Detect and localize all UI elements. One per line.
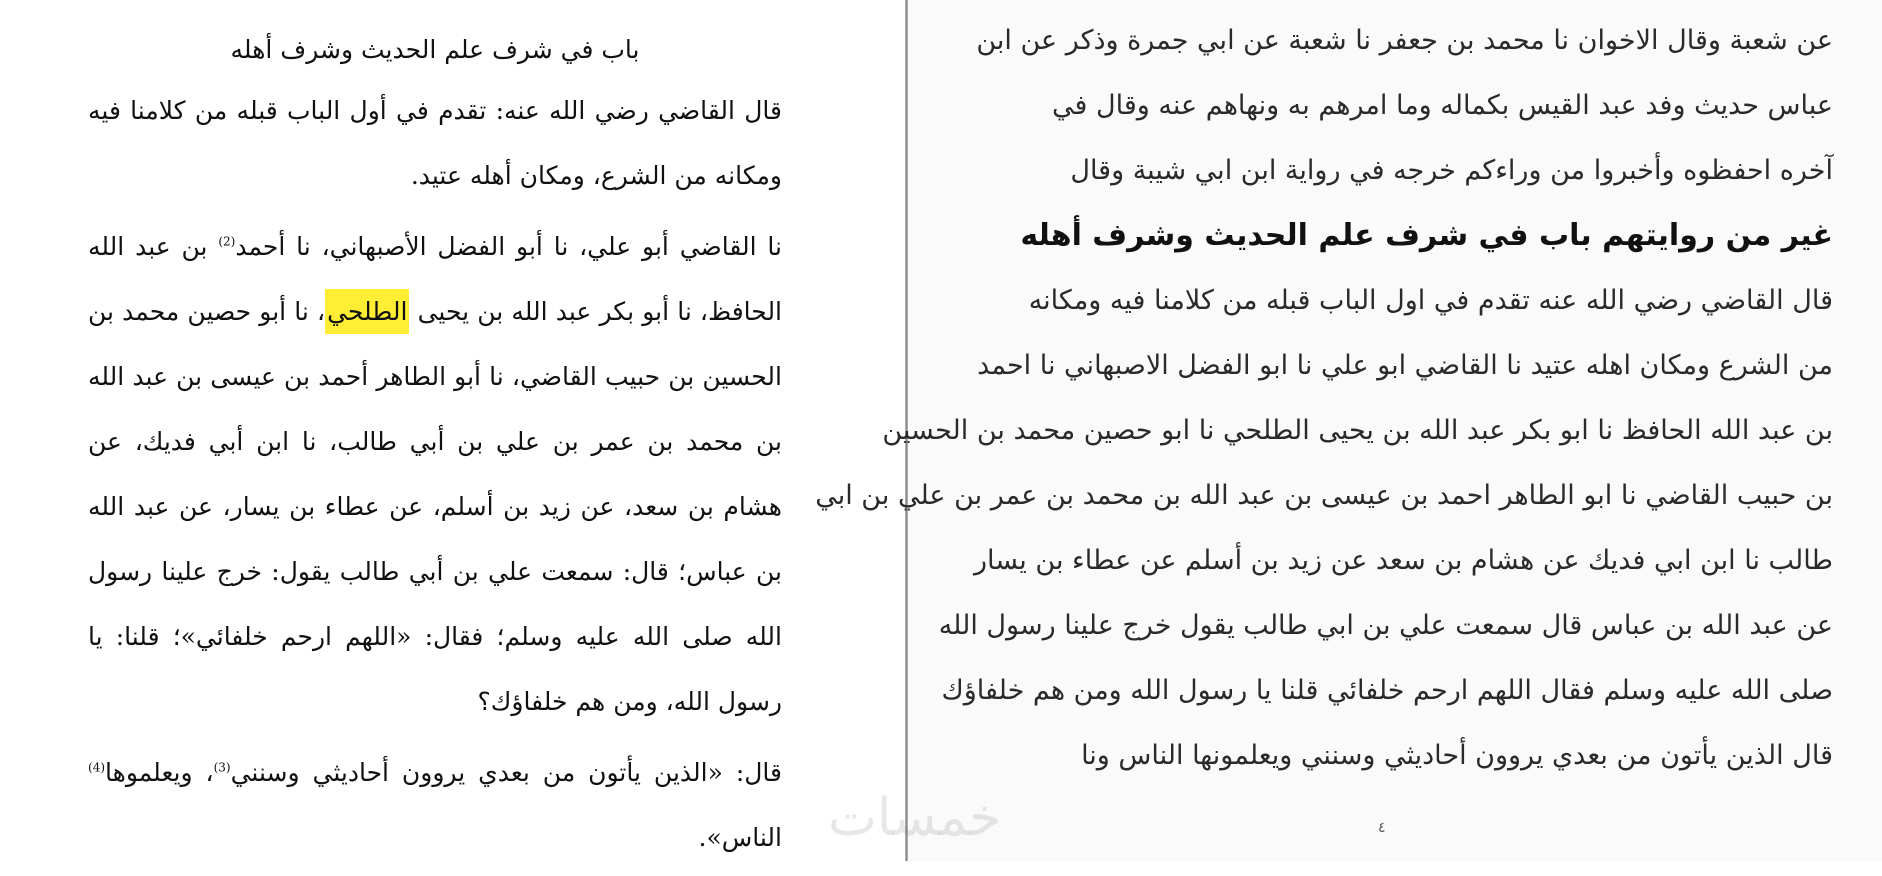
manuscript-line: عباس حديث وفد عبد القيس بكماله وما امرهم به ونهاهم عنه وقال في: [1052, 90, 1833, 121]
footnote-marker[interactable]: (2): [218, 234, 236, 249]
search-highlight[interactable]: الطلحي: [325, 289, 409, 334]
manuscript-line: عن شعبة وقال الاخوان نا محمد بن جعفر نا شعبة عن ابي جمرة وذكر عن ابن: [976, 25, 1833, 56]
manuscript-line: من الشرع ومكان اهله عتيد نا القاضي ابو علي نا ابو الفضل الاصبهاني نا احمد: [977, 350, 1833, 381]
manuscript-line: عن عبد الله بن عباس قال سمعت علي بن ابي طالب يقول خرج علينا رسول الله: [938, 610, 1833, 641]
manuscript-text: [815, 8, 1833, 788]
manuscript-line: قال الذين يأتون من بعدي يروون أحاديثي وسنني ويعلمونها الناس ونا: [1081, 740, 1833, 771]
transcription-page: [0, 0, 905, 861]
footnote-marker[interactable]: (4): [88, 760, 106, 775]
transcription-text: [88, 22, 782, 876]
paragraph-intro-text: قال القاضي رضي الله عنه: تقدم في أول الباب قبله من كلامنا فيه ومكانه من الشرع، ومكان أهله عتيد.: [88, 96, 782, 190]
paragraph-isnad: [88, 214, 782, 734]
manuscript-line: بن حبيب القاضي نا ابو الطاهر احمد بن عيسى بن عبد الله بن محمد بن عمر بن علي بن ابي: [815, 480, 1833, 511]
chapter-title: باب في شرف علم الحديث وشرف أهله: [230, 35, 640, 64]
manuscript-line: قال القاضي رضي الله عنه تقدم في اول الباب قبله من كلامنا فيه ومكانه: [1028, 285, 1833, 316]
isnad-text-b: بن عبد الله الحافظ، نا أبو بكر عبد الله بن يحيى: [88, 232, 783, 326]
manuscript-line: صلى الله عليه وسلم فقال اللهم ارحم خلفائي قلنا يا رسول الله ومن هم خلفاؤك: [941, 675, 1833, 706]
manuscript-heading-line: غير من روايتهم باب في شرف علم الحديث وشرف أهله: [1020, 218, 1833, 253]
manuscript-line: آخره احفظوه وأخبروا من وراءكم خرجه في رواية ابن ابي شيبة وقال: [1070, 155, 1833, 186]
hadith-text-a: قال: «الذين يأتون من بعدي يروون أحاديثي وسنني: [230, 758, 782, 787]
manuscript-line: بن عبد الله الحافظ نا ابو بكر عبد الله بن يحيى الطلحي نا ابو حصين محمد بن الحسين: [882, 415, 1833, 446]
hadith-text-b: ، ويعلموها: [105, 758, 214, 787]
isnad-text-a: نا القاضي أبو علي، نا أبو الفضل الأصبهاني، نا أحمد: [235, 232, 783, 261]
paragraph-hadith: [88, 740, 782, 870]
manuscript-line: طالب نا ابن ابي فديك عن هشام بن سعد عن زيد بن أسلم عن عطاء بن يسار: [973, 545, 1833, 576]
manuscript-page-number: ٤: [1378, 820, 1386, 836]
paragraph-intro: [88, 78, 782, 208]
hadith-text-c: الناس».: [698, 823, 782, 852]
footnote-marker[interactable]: (3): [213, 760, 231, 775]
manuscript-page: [815, 0, 1882, 861]
isnad-text-c: ، نا أبو حصين محمد بن الحسين بن حبيب القاضي، نا أبو الطاهر أحمد بن عيسى بن عبد الله بن محمد بن عمر بن علي بن أبي طالب، نا ابن أبي فديك، عن هشام بن سعد، عن زيد بن أسلم، عن عطاء بن يسار، عن عبد الله بن عباس؛ قال: سمعت علي بن أبي طالب يقول: خرج علينا رسول الله صلى الله عليه وسلم؛ فقال: «اللهم ارحم خلفائي»؛ قلنا: يا رسول الله، ومن هم خلفاؤك؟: [88, 297, 782, 716]
watermark-logo: خمسات: [828, 788, 1002, 848]
